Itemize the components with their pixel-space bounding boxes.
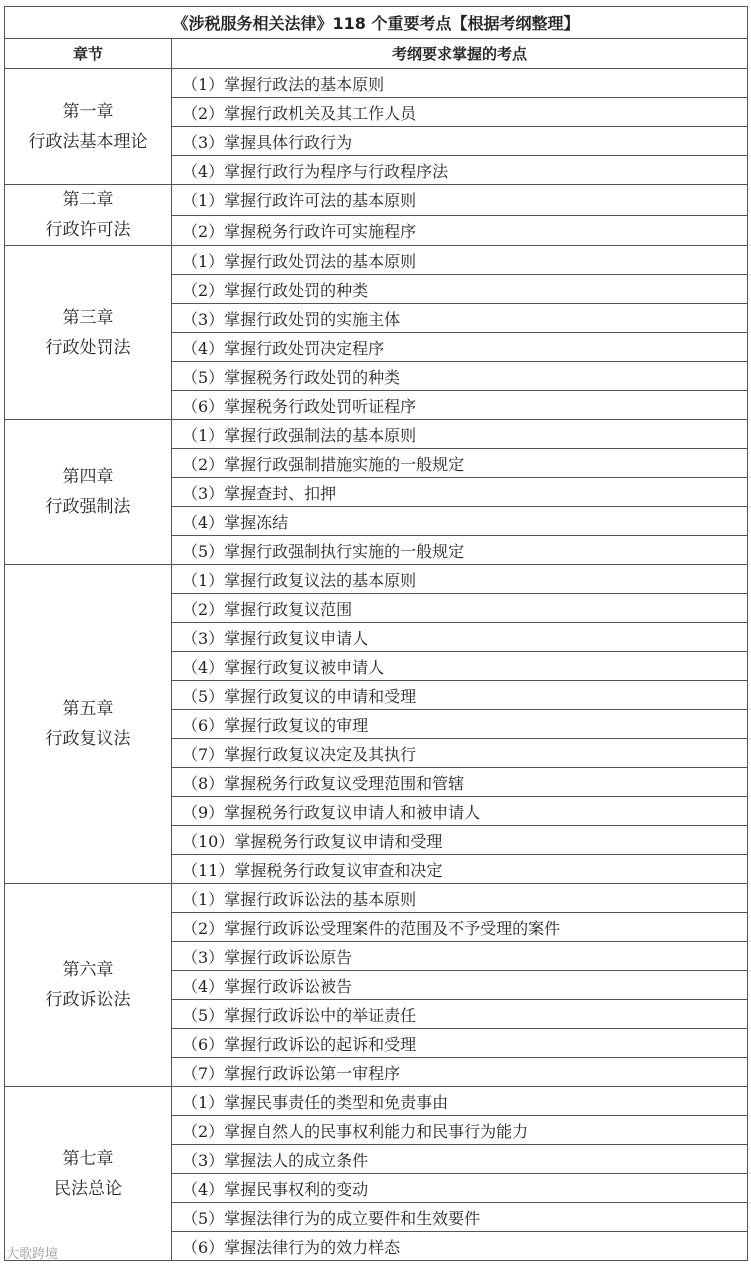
exam-point-cell: （2）掌握行政强制措施实施的一般规定 [172, 449, 748, 478]
exam-point-cell: （1）掌握行政强制法的基本原则 [172, 420, 748, 449]
table-row [5, 69, 748, 98]
watermark-text: 大歌跨境 [6, 1247, 59, 1262]
exam-point-cell: （5）掌握税务行政处罚的种类 [172, 362, 748, 391]
exam-point-cell: （6）掌握行政诉讼的起诉和受理 [172, 1029, 748, 1058]
exam-point-cell: （2）掌握税务行政许可实施程序 [172, 215, 748, 246]
table-row [5, 884, 748, 913]
exam-point-cell: （4）掌握民事权利的变动 [172, 1174, 748, 1203]
syllabus-sheet [4, 6, 747, 1261]
chapter-name: 行政强制法 [45, 497, 131, 517]
chapter-number: 第一章 [62, 101, 114, 122]
table-row [5, 565, 748, 594]
table-row [5, 246, 748, 275]
table-body [5, 69, 748, 1261]
exam-point-cell: （1）掌握行政处罚法的基本原则 [172, 246, 748, 275]
exam-point-cell: （3）掌握行政诉讼原告 [172, 942, 748, 971]
chapter-number: 第二章 [62, 190, 114, 210]
exam-point-cell: （4）掌握行政行为程序与行政程序法 [172, 156, 748, 185]
exam-point-cell: （2）掌握行政机关及其工作人员 [172, 98, 748, 127]
table-row [5, 185, 748, 216]
chapter-cell [5, 565, 172, 884]
chapter-cell [5, 420, 172, 565]
exam-point-cell: （5）掌握法律行为的成立要件和生效要件 [172, 1203, 748, 1232]
chapter-name: 行政法基本理论 [28, 131, 148, 152]
chapter-name: 行政许可法 [45, 220, 131, 240]
chapter-name: 行政处罚法 [45, 337, 131, 358]
chapter-cell [5, 246, 172, 420]
exam-point-cell: （5）掌握行政诉讼中的举证责任 [172, 1000, 748, 1029]
exam-point-cell: （7）掌握行政诉讼第一审程序 [172, 1058, 748, 1087]
exam-point-cell: （10）掌握税务行政复议申请和受理 [172, 826, 748, 855]
exam-point-cell: （2）掌握自然人的民事权利能力和民事行为能力 [172, 1116, 748, 1145]
chapter-cell [5, 185, 172, 246]
exam-point-cell: （7）掌握行政复议决定及其执行 [172, 739, 748, 768]
table-title: 《涉税服务相关法律》118 个重要考点【根据考纲整理】 [5, 7, 748, 39]
exam-point-cell: （5）掌握行政强制执行实施的一般规定 [172, 536, 748, 565]
exam-point-cell: （1）掌握民事责任的类型和免责事由 [172, 1087, 748, 1116]
exam-point-cell: （4）掌握行政复议被申请人 [172, 652, 748, 681]
exam-point-cell: （6）掌握税务行政处罚听证程序 [172, 391, 748, 420]
exam-point-cell: （3）掌握行政处罚的实施主体 [172, 304, 748, 333]
table-row [5, 1087, 748, 1116]
chapter-number: 第七章 [62, 1148, 114, 1169]
exam-point-cell: （11）掌握税务行政复议审查和决定 [172, 855, 748, 884]
chapter-number: 第四章 [62, 467, 114, 487]
exam-point-cell: （6）掌握法律行为的效力样态 [172, 1232, 748, 1261]
chapter-name: 行政复议法 [45, 729, 131, 749]
exam-point-cell: （6）掌握行政复议的审理 [172, 710, 748, 739]
exam-point-cell: （1）掌握行政法的基本原则 [172, 69, 748, 98]
syllabus-table [4, 6, 748, 1261]
exam-point-cell: （1）掌握行政许可法的基本原则 [172, 185, 748, 216]
chapter-cell [5, 1087, 172, 1261]
exam-point-cell: （3）掌握查封、扣押 [172, 478, 748, 507]
exam-point-cell: （9）掌握税务行政复议申请人和被申请人 [172, 797, 748, 826]
exam-point-cell: （4）掌握行政处罚决定程序 [172, 333, 748, 362]
exam-point-cell: （3）掌握法人的成立条件 [172, 1145, 748, 1174]
exam-point-cell: （1）掌握行政诉讼法的基本原则 [172, 884, 748, 913]
exam-point-cell: （4）掌握冻结 [172, 507, 748, 536]
exam-point-cell: （2）掌握行政诉讼受理案件的范围及不予受理的案件 [172, 913, 748, 942]
chapter-name: 民法总论 [54, 1178, 122, 1199]
column-header-points: 考纲要求掌握的考点 [172, 39, 748, 69]
chapter-name: 行政诉讼法 [45, 990, 131, 1010]
exam-point-cell: （3）掌握行政复议申请人 [172, 623, 748, 652]
exam-point-cell: （3）掌握具体行政行为 [172, 127, 748, 156]
table-row [5, 420, 748, 449]
chapter-cell [5, 884, 172, 1087]
exam-point-cell: （5）掌握行政复议的申请和受理 [172, 681, 748, 710]
column-header-chapter: 章节 [5, 39, 172, 69]
chapter-number: 第三章 [62, 307, 114, 328]
exam-point-cell: （1）掌握行政复议法的基本原则 [172, 565, 748, 594]
exam-point-cell: （4）掌握行政诉讼被告 [172, 971, 748, 1000]
chapter-number: 第五章 [62, 699, 114, 719]
chapter-number: 第六章 [62, 960, 114, 980]
exam-point-cell: （8）掌握税务行政复议受理范围和管辖 [172, 768, 748, 797]
exam-point-cell: （2）掌握行政处罚的种类 [172, 275, 748, 304]
chapter-cell [5, 69, 172, 185]
exam-point-cell: （2）掌握行政复议范围 [172, 594, 748, 623]
